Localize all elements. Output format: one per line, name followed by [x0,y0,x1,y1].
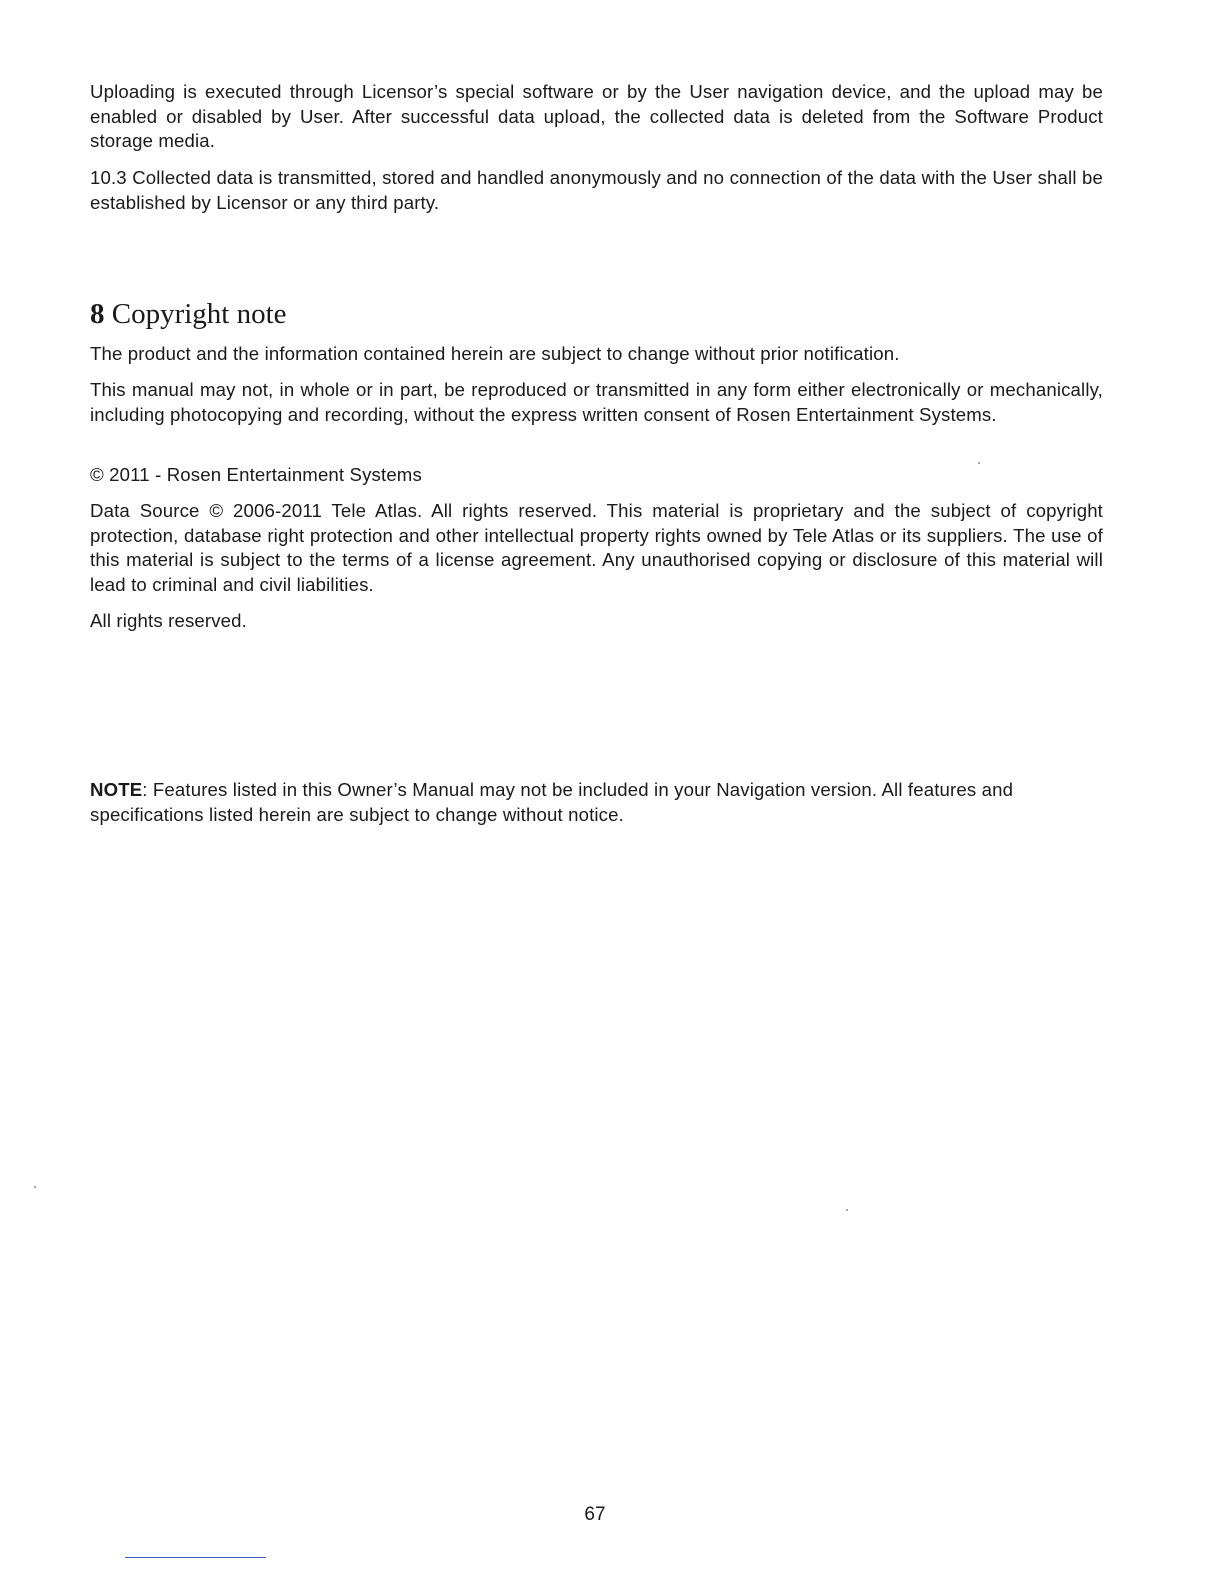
footer-rule [125,1557,266,1558]
all-rights-reserved: All rights reserved. [90,610,247,631]
copyright-notice: © 2011 - Rosen Entertainment Systems [90,464,422,485]
data-source-paragraph: Data Source © 2006-2011 Tele Atlas. All rights reserved. This material is proprietary and the subject of copyright protection, database right protection and other intellectual property rights owned by Tele Atlas or its suppliers. The use of this material is subject to the terms of a license agreement. Any unauthorised copying or disclosure of this material will lead to criminal and civil liabilities. [90,500,1103,596]
section-10-3-paragraph: 10.3 Collected data is transmitted, stored and handled anonymously and no connection of the data with the User shall be established by Licensor or any third party. [90,167,1103,213]
scan-speck [978,462,980,464]
upload-paragraph: Uploading is executed through Licensor’s special software or by the User navigation device, and the upload may be enabled or disabled by User. After successful data upload, the collected data is deleted from the Software Product storage media. [90,81,1103,152]
scan-speck [34,1186,36,1188]
section-title: Copyright note [111,298,287,330]
copyright-paragraph-1: The product and the information contained herein are subject to change without prior notification. [90,343,900,364]
note-label: NOTE [90,779,143,800]
scan-speck [846,1209,848,1211]
section-heading [90,296,287,332]
copyright-paragraph-2: This manual may not, in whole or in part, be reproduced or transmitted in any form either electronically or mechanically, including photocopying and recording, without the express written consent of Rosen Entertainment Systems. [90,379,1103,425]
note-paragraph [90,778,1050,827]
page-number: 67 [584,1504,606,1525]
note-text: : Features listed in this Owner’s Manual may not be included in your Navigation version. All features and specifications listed herein are subject to change without notice. [90,779,1014,825]
section-number: 8 [90,298,105,330]
